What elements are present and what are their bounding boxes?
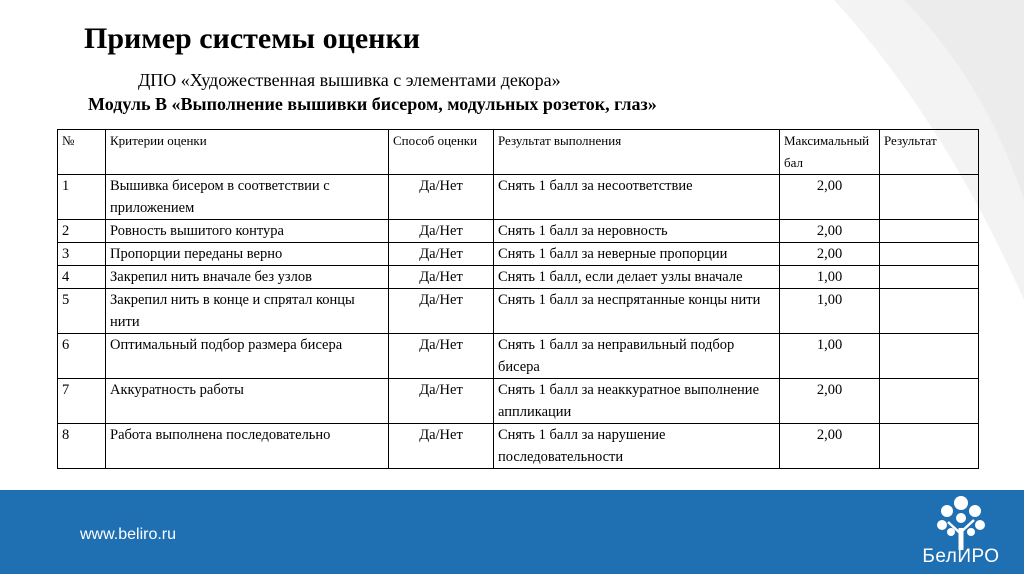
row-max: 2,00 — [780, 220, 880, 243]
header-method: Способ оценки — [389, 130, 494, 175]
row-result — [880, 424, 979, 469]
row-method: Да/Нет — [389, 220, 494, 243]
row-num: 5 — [58, 289, 106, 334]
row-result — [880, 175, 979, 220]
row-criterion: Работа выполнена последовательно — [106, 424, 389, 469]
table-header-row — [58, 130, 979, 175]
row-outcome: Снять 1 балл, если делает узлы вначале — [494, 266, 780, 289]
table-row — [58, 266, 979, 289]
logo-text: БелИРО — [922, 546, 1000, 567]
table-row — [58, 334, 979, 379]
row-num: 1 — [58, 175, 106, 220]
row-max: 1,00 — [780, 266, 880, 289]
row-outcome: Снять 1 балл за неверные пропорции — [494, 243, 780, 266]
table-row — [58, 424, 979, 469]
row-num: 6 — [58, 334, 106, 379]
row-max: 2,00 — [780, 424, 880, 469]
row-max: 2,00 — [780, 243, 880, 266]
row-outcome: Снять 1 балл за неровность — [494, 220, 780, 243]
table-row — [58, 243, 979, 266]
row-num: 7 — [58, 379, 106, 424]
row-method: Да/Нет — [389, 243, 494, 266]
table-row — [58, 175, 979, 220]
row-criterion: Ровность вышитого контура — [106, 220, 389, 243]
row-result — [880, 334, 979, 379]
header-criterion: Критерии оценки — [106, 130, 389, 175]
beliro-logo — [906, 494, 1016, 574]
row-outcome: Снять 1 балл за неспрятанные концы нити — [494, 289, 780, 334]
row-num: 3 — [58, 243, 106, 266]
row-criterion: Вышивка бисером в соответствии с приложением — [106, 175, 389, 220]
table-row — [58, 220, 979, 243]
header-num: № — [58, 130, 106, 175]
row-method: Да/Нет — [389, 266, 494, 289]
header-result: Результат — [880, 130, 979, 175]
row-criterion: Пропорции переданы верно — [106, 243, 389, 266]
row-criterion: Оптимальный подбор размера бисера — [106, 334, 389, 379]
row-criterion: Закрепил нить в конце и спрятал концы нити — [106, 289, 389, 334]
row-method: Да/Нет — [389, 334, 494, 379]
row-max: 2,00 — [780, 175, 880, 220]
tree-logo-icon — [936, 494, 986, 550]
table-row — [58, 379, 979, 424]
row-max: 1,00 — [780, 289, 880, 334]
row-num: 2 — [58, 220, 106, 243]
row-criterion: Закрепил нить вначале без узлов — [106, 266, 389, 289]
website-link[interactable]: www.beliro.ru — [80, 526, 177, 543]
row-outcome: Снять 1 балл за нарушение последовательности — [494, 424, 780, 469]
row-num: 4 — [58, 266, 106, 289]
row-max: 2,00 — [780, 379, 880, 424]
assessment-table — [57, 129, 979, 469]
row-result — [880, 266, 979, 289]
footer-bar — [0, 490, 1024, 574]
header-outcome: Результат выполнения — [494, 130, 780, 175]
row-outcome: Снять 1 балл за неаккуратное выполнение аппликации — [494, 379, 780, 424]
table-row — [58, 289, 979, 334]
header-max: Максимальный бал — [780, 130, 880, 175]
row-method: Да/Нет — [389, 379, 494, 424]
row-result — [880, 289, 979, 334]
row-max: 1,00 — [780, 334, 880, 379]
module-title: Модуль В «Выполнение вышивки бисером, модульных розеток, глаз» — [88, 94, 657, 114]
row-outcome: Снять 1 балл за неправильный подбор бисера — [494, 334, 780, 379]
row-method: Да/Нет — [389, 424, 494, 469]
row-outcome: Снять 1 балл за несоответствие — [494, 175, 780, 220]
row-result — [880, 220, 979, 243]
course-subtitle: ДПО «Художественная вышивка с элементами декора» — [138, 70, 561, 90]
row-num: 8 — [58, 424, 106, 469]
row-method: Да/Нет — [389, 289, 494, 334]
row-criterion: Аккуратность работы — [106, 379, 389, 424]
row-method: Да/Нет — [389, 175, 494, 220]
row-result — [880, 379, 979, 424]
row-result — [880, 243, 979, 266]
page-title: Пример системы оценки — [84, 22, 421, 55]
